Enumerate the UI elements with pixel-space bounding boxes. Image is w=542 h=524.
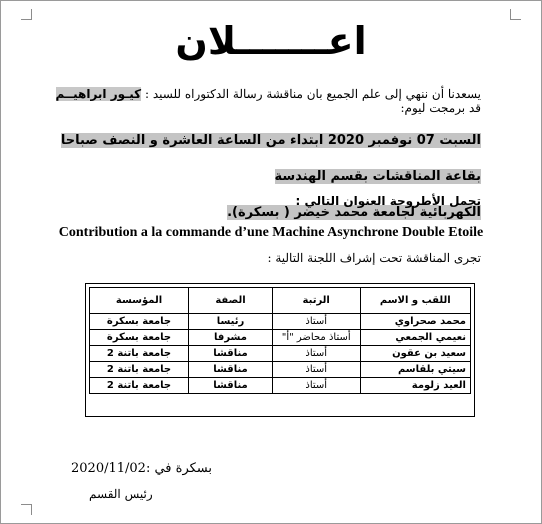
table-row [90,378,471,394]
header-rank: الرتبة [272,288,360,314]
table-row [90,346,471,362]
member-institution: جامعة باتنة 2 [90,378,189,394]
member-institution: جامعة بسكرة [90,330,189,346]
place-date: بسكرة في :2020/11/02 [71,461,213,476]
member-rank: أستاذ محاضر "أ" [272,330,360,346]
member-institution: جامعة باتنة 2 [90,362,189,378]
table-row [90,330,471,346]
member-name: سعيد بن عقون [360,346,470,362]
committee-intro: تجرى المناقشة تحت إشراف اللجنة التالية : [267,251,481,265]
member-name: العيد زلومة [360,378,470,394]
header-name: اللقب و الاسم [360,288,470,314]
thesis-intro: تحمل الأطروحة العنوان التالي : [295,194,481,208]
member-role: مناقشا [189,378,273,394]
header-institution: المؤسسة [90,288,189,314]
signer-title: رئيس القسم [89,487,153,501]
candidate-name: كيـور ابراهيــم [55,87,142,101]
member-rank: أستاذ [272,346,360,362]
schedule-line-2: الكهربائية لجامعة محمد خيضر ( بسكرة). [227,205,481,220]
page-corner-mark [21,504,32,515]
announcement-title: اعـــــــلان [175,19,367,63]
member-role: مناقشا [189,346,273,362]
header-role: الصفة [189,288,273,314]
committee-table-frame [85,283,475,417]
member-rank: أستاذ [272,378,360,394]
committee-table [89,287,471,394]
member-rank: أستاذ [272,362,360,378]
member-institution: جامعة باتنة 2 [90,346,189,362]
member-institution: جامعة بسكرة [90,314,189,330]
member-role: مناقشا [189,362,273,378]
member-role: مشرفا [189,330,273,346]
thesis-title: Contribution a la commande d’une Machine Asynchrone Double Etoile [58,225,484,240]
intro-suffix: قد برمجت ليوم: [400,101,481,115]
table-row [90,314,471,330]
member-role: رئيسا [189,314,273,330]
member-name: نعيمي الجمعي [360,330,470,346]
table-header-row [90,288,471,314]
schedule-line-1: السبت 07 نوفمبر 2020 ابتداء من الساعة العاشرة و النصف صباحا بقاعة المناقشات بقسم الهندسة [60,133,481,184]
intro-paragraph [51,87,481,115]
member-name: محمد صحراوي [360,314,470,330]
member-name: سيتي بلقاسم [360,362,470,378]
intro-prefix: يسعدنا أن ننهي إلى علم الجميع بان مناقشة رسالة الدكتوراه للسيد : [141,87,481,101]
table-row [90,362,471,378]
schedule-paragraph [41,123,481,231]
member-rank: أستاذ [272,314,360,330]
